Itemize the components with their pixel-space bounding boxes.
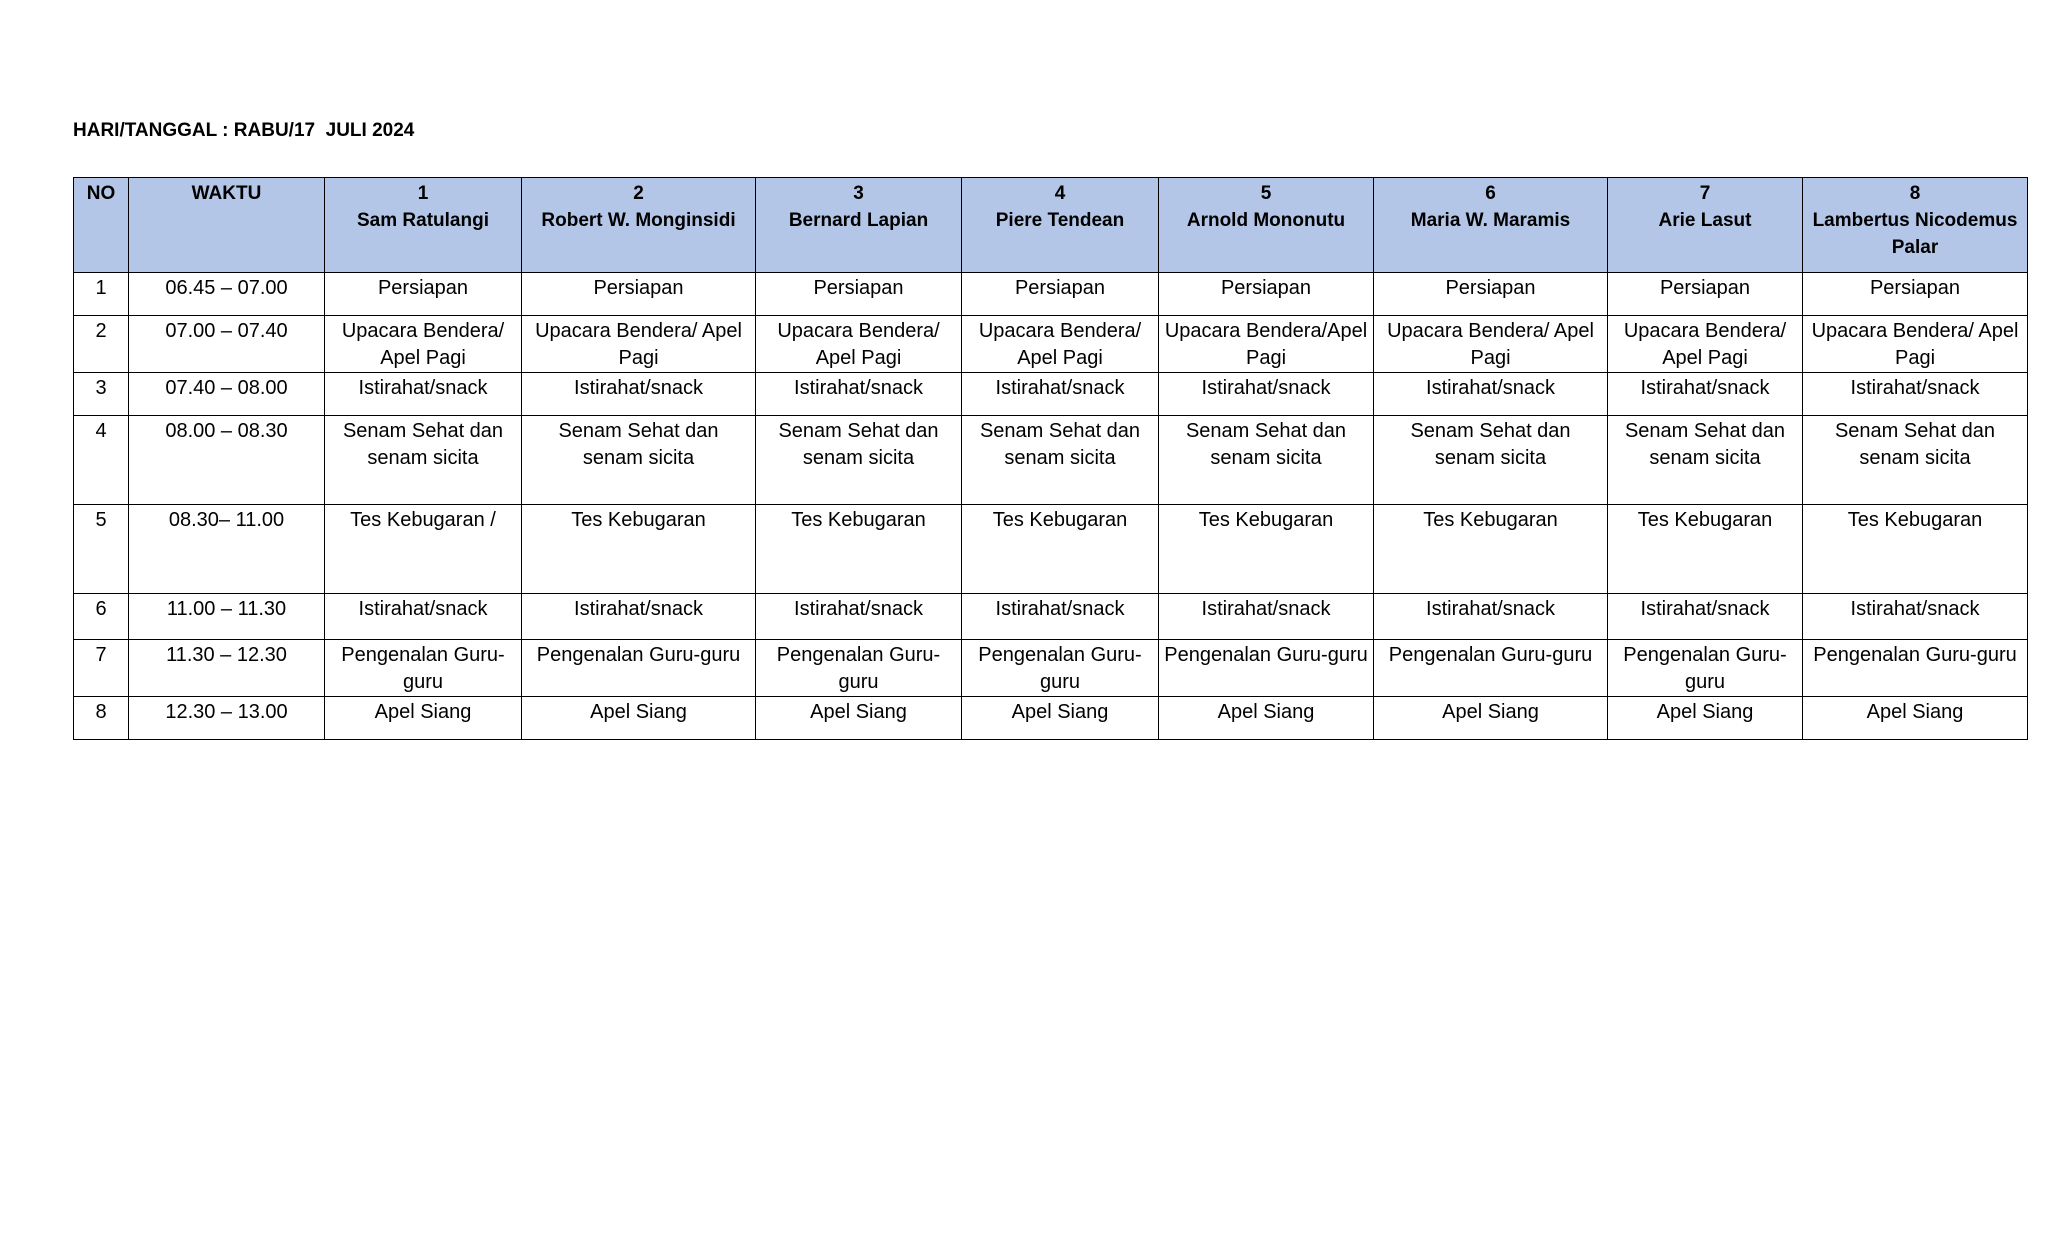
class-name: Robert W. Monginsidi <box>541 210 736 231</box>
activity-cell: Upacara Bendera/ Apel Pagi <box>962 316 1159 373</box>
table-row <box>74 416 2028 505</box>
row-number: 8 <box>74 697 129 740</box>
class-name: Lambertus Nicodemus Palar <box>1812 210 2018 258</box>
activity-cell: Persiapan <box>756 273 962 316</box>
activity-cell: Apel Siang <box>1608 697 1803 740</box>
class-name: Piere Tendean <box>995 210 1125 231</box>
activity-cell: Pengenalan Guru-guru <box>522 640 756 697</box>
table-row <box>74 316 2028 373</box>
activity-cell: Tes Kebugaran <box>962 505 1159 594</box>
header-class-8 <box>1803 178 2028 273</box>
activity-cell: Istirahat/snack <box>962 373 1159 416</box>
class-name: Arnold Mononutu <box>1186 210 1346 231</box>
activity-cell: Tes Kebugaran <box>756 505 962 594</box>
row-time: 06.45 – 07.00 <box>129 273 325 316</box>
activity-cell: Persiapan <box>1608 273 1803 316</box>
activity-cell: Tes Kebugaran <box>522 505 756 594</box>
activity-cell: Istirahat/snack <box>1374 373 1608 416</box>
activity-cell: Upacara Bendera/ Apel Pagi <box>1803 316 2028 373</box>
activity-cell: Senam Sehat dan senam sicita <box>1803 416 2028 505</box>
activity-cell: Tes Kebugaran <box>1374 505 1608 594</box>
header-class-7 <box>1608 178 1803 273</box>
activity-cell: Apel Siang <box>1159 697 1374 740</box>
activity-cell: Istirahat/snack <box>1803 594 2028 640</box>
row-number: 1 <box>74 273 129 316</box>
activity-cell: Tes Kebugaran <box>1803 505 2028 594</box>
header-class-4 <box>962 178 1159 273</box>
activity-cell: Persiapan <box>325 273 522 316</box>
activity-cell: Tes Kebugaran / <box>325 505 522 594</box>
activity-cell: Apel Siang <box>756 697 962 740</box>
activity-cell: Senam Sehat dan senam sicita <box>1374 416 1608 505</box>
header-class-6 <box>1374 178 1608 273</box>
activity-cell: Istirahat/snack <box>325 594 522 640</box>
activity-cell: Upacara Bendera/Apel Pagi <box>1159 316 1374 373</box>
row-time: 11.30 – 12.30 <box>129 640 325 697</box>
table-header-row <box>74 178 2028 273</box>
row-number: 5 <box>74 505 129 594</box>
row-time: 08.00 – 08.30 <box>129 416 325 505</box>
activity-cell: Apel Siang <box>1374 697 1608 740</box>
activity-cell: Apel Siang <box>962 697 1159 740</box>
activity-cell: Istirahat/snack <box>522 373 756 416</box>
class-number: 6 <box>1485 183 1496 204</box>
class-number: 4 <box>1054 183 1066 204</box>
class-number: 5 <box>1260 183 1272 204</box>
activity-cell: Istirahat/snack <box>1159 594 1374 640</box>
activity-cell: Tes Kebugaran <box>1608 505 1803 594</box>
table-row <box>74 505 2028 594</box>
class-number: 3 <box>853 183 864 204</box>
activity-cell: Pengenalan Guru-guru <box>756 640 962 697</box>
class-name: Sam Ratulangi <box>357 210 489 231</box>
header-waktu: WAKTU <box>129 178 325 273</box>
activity-cell: Istirahat/snack <box>1608 594 1803 640</box>
activity-cell: Istirahat/snack <box>1159 373 1374 416</box>
table-row <box>74 640 2028 697</box>
table-row <box>74 697 2028 740</box>
schedule-table <box>73 177 2028 740</box>
activity-cell: Senam Sehat dan senam sicita <box>756 416 962 505</box>
activity-cell: Persiapan <box>1803 273 2028 316</box>
class-number: 7 <box>1699 183 1711 204</box>
activity-cell: Persiapan <box>1374 273 1608 316</box>
row-number: 2 <box>74 316 129 373</box>
row-number: 4 <box>74 416 129 505</box>
activity-cell: Pengenalan Guru-guru <box>1608 640 1803 697</box>
class-name: Arie Lasut <box>1658 210 1752 231</box>
activity-cell: Istirahat/snack <box>756 373 962 416</box>
header-class-1 <box>325 178 522 273</box>
activity-cell: Pengenalan Guru-guru <box>325 640 522 697</box>
class-number: 8 <box>1909 183 1921 204</box>
activity-cell: Pengenalan Guru-guru <box>962 640 1159 697</box>
page-heading: HARI/TANGGAL : RABU/17 JULI 2024 <box>73 120 415 141</box>
row-time: 08.30– 11.00 <box>129 505 325 594</box>
activity-cell: Senam Sehat dan senam sicita <box>962 416 1159 505</box>
activity-cell: Upacara Bendera/ Apel Pagi <box>1374 316 1608 373</box>
class-number: 1 <box>417 183 429 204</box>
row-time: 12.30 – 13.00 <box>129 697 325 740</box>
activity-cell: Upacara Bendera/ Apel Pagi <box>1608 316 1803 373</box>
activity-cell: Apel Siang <box>1803 697 2028 740</box>
table-row <box>74 373 2028 416</box>
activity-cell: Tes Kebugaran <box>1159 505 1374 594</box>
activity-cell: Istirahat/snack <box>1374 594 1608 640</box>
row-time: 07.00 – 07.40 <box>129 316 325 373</box>
class-number: 2 <box>633 183 644 204</box>
activity-cell: Pengenalan Guru-guru <box>1803 640 2028 697</box>
activity-cell: Upacara Bendera/ Apel Pagi <box>522 316 756 373</box>
row-number: 6 <box>74 594 129 640</box>
activity-cell: Senam Sehat dan senam sicita <box>1608 416 1803 505</box>
activity-cell: Istirahat/snack <box>1803 373 2028 416</box>
header-class-2 <box>522 178 756 273</box>
class-name: Bernard Lapian <box>788 210 929 231</box>
activity-cell: Pengenalan Guru-guru <box>1374 640 1608 697</box>
activity-cell: Upacara Bendera/ Apel Pagi <box>756 316 962 373</box>
header-class-5 <box>1159 178 1374 273</box>
header-no: NO <box>74 178 129 273</box>
row-number: 3 <box>74 373 129 416</box>
activity-cell: Pengenalan Guru-guru <box>1159 640 1374 697</box>
activity-cell: Apel Siang <box>522 697 756 740</box>
activity-cell: Senam Sehat dan senam sicita <box>325 416 522 505</box>
activity-cell: Istirahat/snack <box>1608 373 1803 416</box>
activity-cell: Senam Sehat dan senam sicita <box>1159 416 1374 505</box>
activity-cell: Istirahat/snack <box>962 594 1159 640</box>
header-class-3 <box>756 178 962 273</box>
activity-cell: Persiapan <box>1159 273 1374 316</box>
row-number: 7 <box>74 640 129 697</box>
activity-cell: Istirahat/snack <box>325 373 522 416</box>
activity-cell: Upacara Bendera/ Apel Pagi <box>325 316 522 373</box>
table-row <box>74 594 2028 640</box>
activity-cell: Istirahat/snack <box>522 594 756 640</box>
table-row <box>74 273 2028 316</box>
row-time: 07.40 – 08.00 <box>129 373 325 416</box>
activity-cell: Apel Siang <box>325 697 522 740</box>
class-name: Maria W. Maramis <box>1410 210 1571 231</box>
activity-cell: Senam Sehat dan senam sicita <box>522 416 756 505</box>
activity-cell: Persiapan <box>962 273 1159 316</box>
activity-cell: Persiapan <box>522 273 756 316</box>
activity-cell: Istirahat/snack <box>756 594 962 640</box>
row-time: 11.00 – 11.30 <box>129 594 325 640</box>
